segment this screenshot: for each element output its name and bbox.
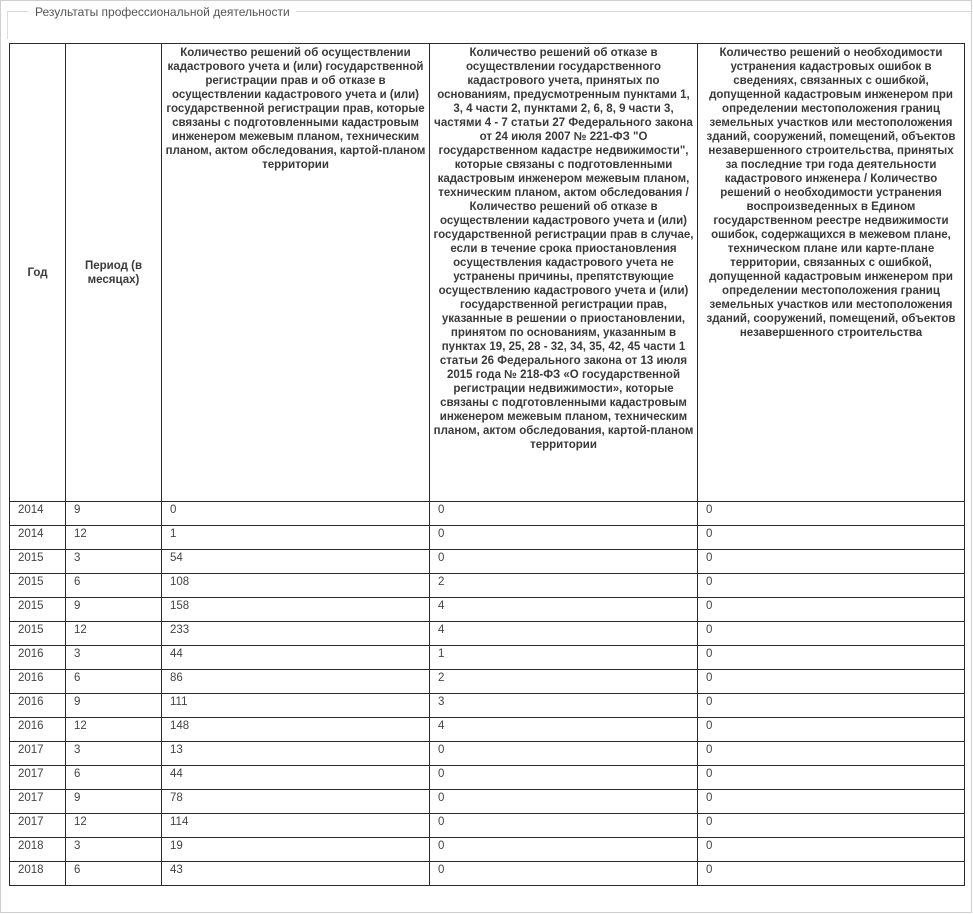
cell-period: 3 xyxy=(66,646,162,670)
cell-registration-count: 13 xyxy=(162,742,430,766)
table-body xyxy=(10,502,965,886)
table-row xyxy=(10,742,965,766)
cell-registration-count: 148 xyxy=(162,718,430,742)
header-decisions-refusal: Количество решений об отказе в осуществлении государственного кадастрового учета, принятых по основаниям, предусмотренным пунктами 1, 3, 4 части 2, пунктами 2, 6, 8, 9 части 3, частями 4 - 7 статьи 27 Федерального закона от 24 июля 2007 № 221-ФЗ "О государственном кадастре недвижимости", которые связаны с подготовленными кадастровым инженером межевым планом, техническим планом, актом обследования / Количество решений об отказе в осуществлении кадастрового учета и (или) государственной регистрации прав в случае, если в течение срока приостановления осуществления кадастрового учета не устранены причины, препятствующие осуществлению кадастрового учета и (или) государственной регистрации прав, указанные в решении о приостановлении, принятом по основаниям, указанным в пунктах 19, 25, 28 - 32, 34, 35, 42, 45 части 1 статьи 26 Федерального закона от 13 июля 2015 года № 218-ФЗ «О государственной регистрации недвижимости», которые связаны с подготовленными кадастровым инженером межевым планом, техническим планом, актом обследования, картой-планом территории xyxy=(430,44,698,502)
cell-registration-count: 19 xyxy=(162,838,430,862)
cell-period: 12 xyxy=(66,718,162,742)
table-row xyxy=(10,574,965,598)
table-row xyxy=(10,694,965,718)
cell-error-count: 0 xyxy=(698,526,965,550)
cell-period: 3 xyxy=(66,838,162,862)
cell-refusal-count: 0 xyxy=(430,838,698,862)
cell-period: 3 xyxy=(66,742,162,766)
cell-refusal-count: 0 xyxy=(430,742,698,766)
cell-refusal-count: 0 xyxy=(430,550,698,574)
cell-year: 2018 xyxy=(10,838,66,862)
cell-refusal-count: 4 xyxy=(430,718,698,742)
cell-year: 2017 xyxy=(10,790,66,814)
cell-error-count: 0 xyxy=(698,814,965,838)
cell-error-count: 0 xyxy=(698,622,965,646)
header-year: Год xyxy=(10,44,66,502)
cell-period: 12 xyxy=(66,526,162,550)
table-row xyxy=(10,502,965,526)
cell-refusal-count: 0 xyxy=(430,526,698,550)
cell-error-count: 0 xyxy=(698,502,965,526)
cell-error-count: 0 xyxy=(698,742,965,766)
table-row xyxy=(10,646,965,670)
header-decisions-errors: Количество решений о необходимости устранения кадастровых ошибок в сведениях, связанных с ошибкой, допущенной кадастровым инженером при определении местоположения границ земельных участков или местоположения зданий, сооружений, помещений, объектов незавершенного строительства, принятых за последние три года деятельности кадастрового инженера / Количество решений о необходимости устранения воспроизведенных в Едином государственном реестре недвижимости ошибок, содержащихся в межевом плане, техническом плане или карте-плане территории, связанных с ошибкой, допущенной кадастровым инженером при определении местоположения границ земельных участков или местоположения зданий, сооружений, помещений, объектов незавершенного строительства xyxy=(698,44,965,502)
cell-period: 12 xyxy=(66,814,162,838)
cell-year: 2016 xyxy=(10,694,66,718)
cell-year: 2014 xyxy=(10,526,66,550)
cell-year: 2017 xyxy=(10,814,66,838)
cell-period: 6 xyxy=(66,766,162,790)
cell-refusal-count: 4 xyxy=(430,622,698,646)
cell-year: 2016 xyxy=(10,718,66,742)
table-row xyxy=(10,814,965,838)
cell-error-count: 0 xyxy=(698,574,965,598)
cell-registration-count: 54 xyxy=(162,550,430,574)
cell-error-count: 0 xyxy=(698,550,965,574)
cell-period: 12 xyxy=(66,622,162,646)
cell-registration-count: 114 xyxy=(162,814,430,838)
section-title: Результаты профессиональной деятельности xyxy=(29,4,296,20)
cell-refusal-count: 0 xyxy=(430,766,698,790)
cell-refusal-count: 4 xyxy=(430,598,698,622)
cell-registration-count: 78 xyxy=(162,790,430,814)
table-header-row xyxy=(10,44,965,502)
cell-year: 2015 xyxy=(10,598,66,622)
cell-error-count: 0 xyxy=(698,718,965,742)
cell-year: 2015 xyxy=(10,550,66,574)
cell-registration-count: 158 xyxy=(162,598,430,622)
cell-period: 9 xyxy=(66,598,162,622)
cell-refusal-count: 3 xyxy=(430,694,698,718)
cell-period: 9 xyxy=(66,502,162,526)
cell-registration-count: 108 xyxy=(162,574,430,598)
header-period: Период (в месяцах) xyxy=(66,44,162,502)
cell-registration-count: 44 xyxy=(162,646,430,670)
table-row xyxy=(10,766,965,790)
cell-registration-count: 86 xyxy=(162,670,430,694)
cell-year: 2018 xyxy=(10,862,66,886)
cell-error-count: 0 xyxy=(698,694,965,718)
cell-year: 2017 xyxy=(10,766,66,790)
cell-year: 2016 xyxy=(10,646,66,670)
table-row xyxy=(10,790,965,814)
table-row xyxy=(10,670,965,694)
cell-error-count: 0 xyxy=(698,670,965,694)
cell-error-count: 0 xyxy=(698,838,965,862)
table-row xyxy=(10,862,965,886)
cell-registration-count: 44 xyxy=(162,766,430,790)
cell-registration-count: 43 xyxy=(162,862,430,886)
cell-refusal-count: 0 xyxy=(430,814,698,838)
header-decisions-registration: Количество решений об осуществлении кадастрового учета и (или) государственной регистрации прав и об отказе в осуществлении кадастрового учета и (или) государственной регистрации прав, которые связаны с подготовленными кадастровым инженером межевым планом, техническим планом, актом обследования, картой-планом территории xyxy=(162,44,430,502)
cell-year: 2015 xyxy=(10,622,66,646)
cell-refusal-count: 2 xyxy=(430,670,698,694)
cell-year: 2014 xyxy=(10,502,66,526)
cell-registration-count: 233 xyxy=(162,622,430,646)
cell-refusal-count: 1 xyxy=(430,646,698,670)
table-row xyxy=(10,598,965,622)
table-row xyxy=(10,550,965,574)
results-table xyxy=(9,43,965,886)
table-row xyxy=(10,622,965,646)
cell-period: 6 xyxy=(66,670,162,694)
cell-period: 6 xyxy=(66,574,162,598)
cell-year: 2017 xyxy=(10,742,66,766)
cell-error-count: 0 xyxy=(698,862,965,886)
cell-refusal-count: 0 xyxy=(430,862,698,886)
cell-error-count: 0 xyxy=(698,766,965,790)
panel-frame-left xyxy=(7,11,8,39)
cell-error-count: 0 xyxy=(698,790,965,814)
cell-period: 6 xyxy=(66,862,162,886)
table-row xyxy=(10,838,965,862)
cell-year: 2015 xyxy=(10,574,66,598)
cell-registration-count: 1 xyxy=(162,526,430,550)
table-row xyxy=(10,718,965,742)
cell-error-count: 0 xyxy=(698,598,965,622)
cell-registration-count: 0 xyxy=(162,502,430,526)
cell-refusal-count: 2 xyxy=(430,574,698,598)
cell-refusal-count: 0 xyxy=(430,790,698,814)
table-row xyxy=(10,526,965,550)
cell-period: 9 xyxy=(66,694,162,718)
cell-year: 2016 xyxy=(10,670,66,694)
cell-error-count: 0 xyxy=(698,646,965,670)
cell-registration-count: 111 xyxy=(162,694,430,718)
cell-period: 9 xyxy=(66,790,162,814)
cell-period: 3 xyxy=(66,550,162,574)
cell-refusal-count: 0 xyxy=(430,502,698,526)
